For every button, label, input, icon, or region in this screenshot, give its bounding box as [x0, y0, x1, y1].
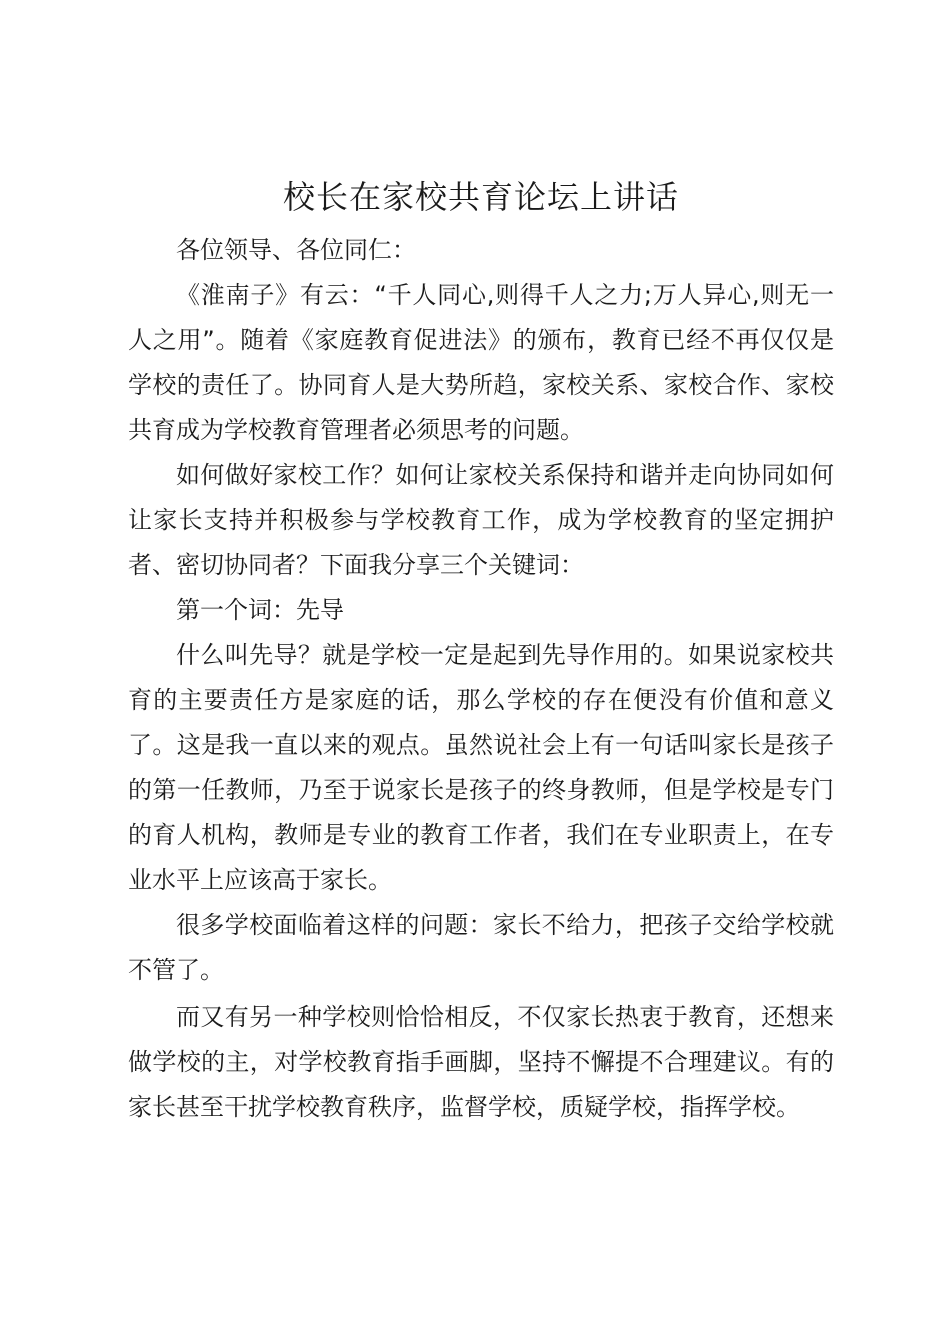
paragraph-keyword-explanation: 什么叫先导？就是学校一定是起到先导作用的。如果说家校共育的主要责任方是家庭的话，那么学校的存在便没有价值和意义了。这是我一直以来的观点。虽然说社会上有一句话叫家长是孩子的第一任教师，乃至于说家长是孩子的终身教师，但是学校是专门的育人机构，教师是专业的教育工作者，我们在专业职责上，在专业水平上应该高于家长。	[128, 641, 834, 894]
paragraph-intro: 《淮南子》有云：“千人同心,则得千人之力;万人异心,则无一人之用”。随着《家庭教育促进法》的颁布，教育已经不再仅仅是学校的责任了。协同育人是大势所趋，家校关系、家校合作、家校共育成为学校教育管理者必须思考的问题。	[128, 281, 834, 444]
paragraph-salutation: 各位领导、各位同仁：	[176, 236, 416, 264]
paragraph-problem-one: 很多学校面临着这样的问题：家长不给力，把孩子交给学校就不管了。	[128, 911, 834, 984]
document-title: 校长在家校共育论坛上讲话	[282, 178, 679, 216]
paragraph-keyword-heading: 第一个词：先导	[176, 596, 344, 624]
document-body	[128, 172, 834, 1130]
paragraph-questions: 如何做好家校工作？如何让家校关系保持和谐并走向协同如何让家长支持并积极参与学校教育工作，成为学校教育的坚定拥护者、密切协同者？下面我分享三个关键词：	[128, 461, 834, 579]
paragraph-problem-two: 而又有另一种学校则恰恰相反，不仅家长热衷于教育，还想来做学校的主，对学校教育指手画脚，坚持不懈提不合理建议。有的家长甚至干扰学校教育秩序，监督学校，质疑学校，指挥学校。	[128, 1003, 834, 1121]
